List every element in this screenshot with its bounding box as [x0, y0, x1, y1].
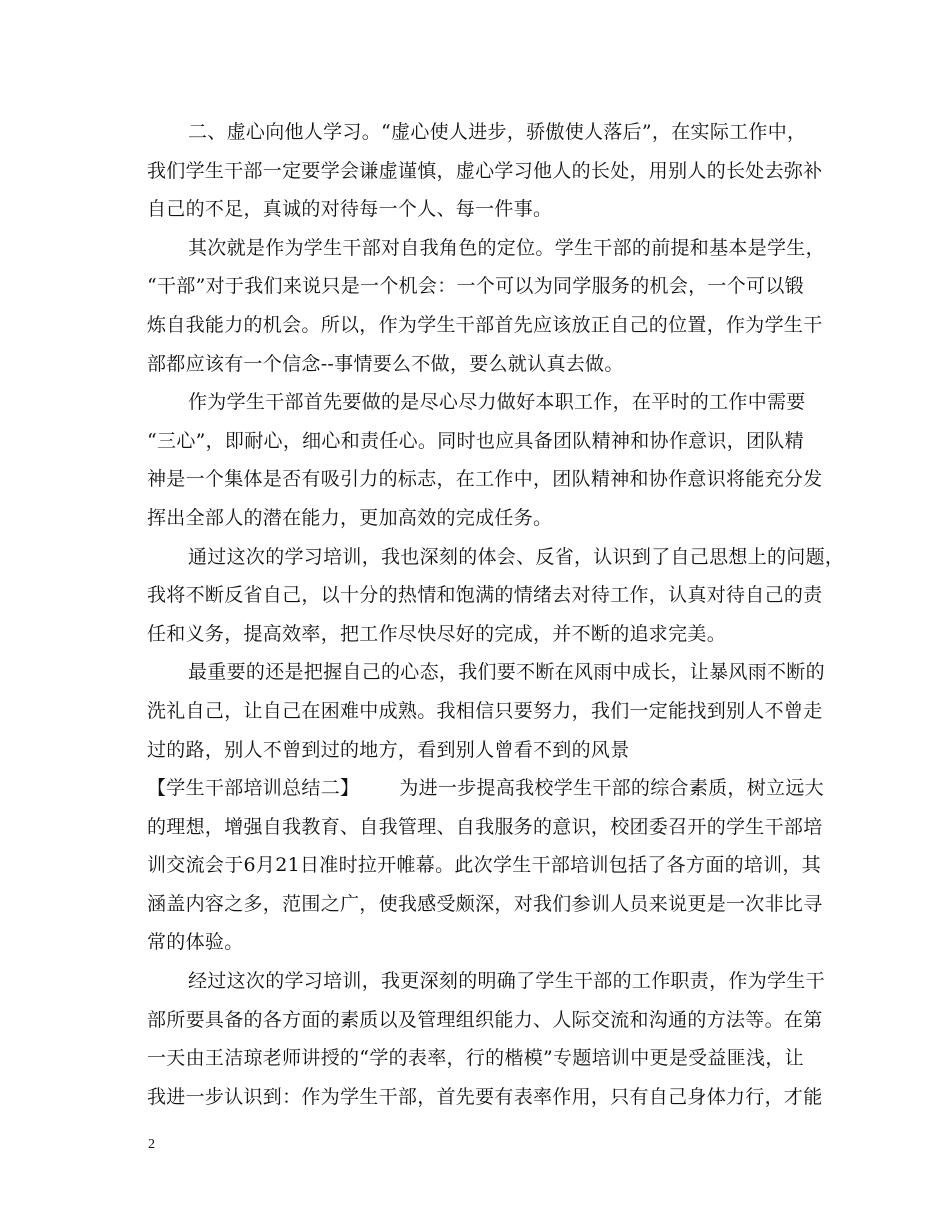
- text-run: 为进一步提高我校学生干部的综合素质，树立远大: [399, 777, 824, 800]
- document-body: [147, 113, 845, 1116]
- text-line: 其次就是作为学生干部对自我角色的定位。学生干部的前提和基本是学生，: [188, 236, 825, 259]
- paragraph: [147, 113, 823, 229]
- text-line: 神是一个集体是否有吸引力的标志，在工作中，团队精神和协作意识将能充分发: [147, 468, 823, 491]
- text-line: [147, 769, 824, 808]
- text-line: 洗礼自己，让自己在困难中成熟。我相信只要努力，我们一定能找到别人不曾走: [147, 699, 823, 722]
- text-line: 炼自我能力的机会。所以，作为学生干部首先应该放正自己的位置，作为学生干: [147, 313, 823, 336]
- text-line: 自己的不足，真诚的对待每一个人、每一件事。: [147, 198, 553, 221]
- text-line: 涵盖内容之多，范围之广，使我感受颇深，对我们参训人员来说更是一次非比寻: [147, 892, 823, 915]
- paragraph: [147, 538, 845, 654]
- text-line: 训交流会于6月21日准时拉开帷幕。此次学生干部培训包括了各方面的培训，其: [147, 854, 822, 877]
- text-line: 部所要具备的各方面的素质以及管理组织能力、人际交流和沟通的方法等。在第: [147, 1008, 823, 1031]
- section-heading: 【学生干部培训总结二】: [147, 777, 360, 800]
- text-line: 我进一步认识到：作为学生干部，首先要有表率作用，只有自己身体力行，才能: [147, 1085, 823, 1108]
- text-line: 经过这次的学习培训，我更深刻的明确了学生干部的工作职责，作为学生干: [188, 970, 825, 993]
- page-number: 2: [148, 1137, 155, 1152]
- text-line: 任和义务，提高效率，把工作尽快尽好的完成，并不断的追求完美。: [147, 622, 727, 645]
- text-line: 作为学生干部首先要做的是尽心尽力做好本职工作，在平时的工作中需要: [188, 391, 806, 414]
- paragraph: [147, 653, 825, 769]
- text-line: “三心”，即耐心，细心和责任心。同时也应具备团队精神和协作意识，团队精: [147, 429, 804, 452]
- text-line: “干部”对于我们来说只是一个机会：一个可以为同学服务的机会，一个可以锻: [147, 275, 804, 298]
- paragraph: [147, 962, 825, 1116]
- text-line: 我们学生干部一定要学会谦虚谨慎，虚心学习他人的长处，用别人的长处去弥补: [147, 159, 823, 182]
- text-line: 常的体验。: [147, 931, 244, 954]
- text-line: 我将不断反省自己，以十分的热情和饱满的情绪去对待工作，认真对待自己的责: [147, 584, 823, 607]
- text-line: 挥出全部人的潜在能力，更加高效的完成任务。: [147, 506, 553, 529]
- paragraph: [147, 769, 824, 962]
- text-line: 的理想，增强自我教育、自我管理、自我服务的意识，校团委召开的学生干部培: [147, 815, 823, 838]
- text-line: 二、虚心向他人学习。“虚心使人进步，骄傲使人落后”，在实际工作中，: [188, 121, 807, 143]
- text-line: 部都应该有一个信念--事情要么不做，要么就认真去做。: [147, 352, 624, 375]
- text-line: 最重要的还是把握自己的心态，我们要不断在风雨中成长，让暴风雨不断的: [188, 661, 825, 684]
- text-line: 通过这次的学习培训，我也深刻的体会、反省，认识到了自己思想上的问题，: [188, 545, 845, 568]
- paragraph: [147, 229, 825, 383]
- text-line: 过的路，别人不曾到过的地方，看到别人曾看不到的风景: [147, 738, 630, 761]
- text-line: 一天由王洁琼老师讲授的“学的表率，行的楷模”专题培训中更是受益匪浅，让: [147, 1047, 804, 1070]
- paragraph: [147, 383, 823, 537]
